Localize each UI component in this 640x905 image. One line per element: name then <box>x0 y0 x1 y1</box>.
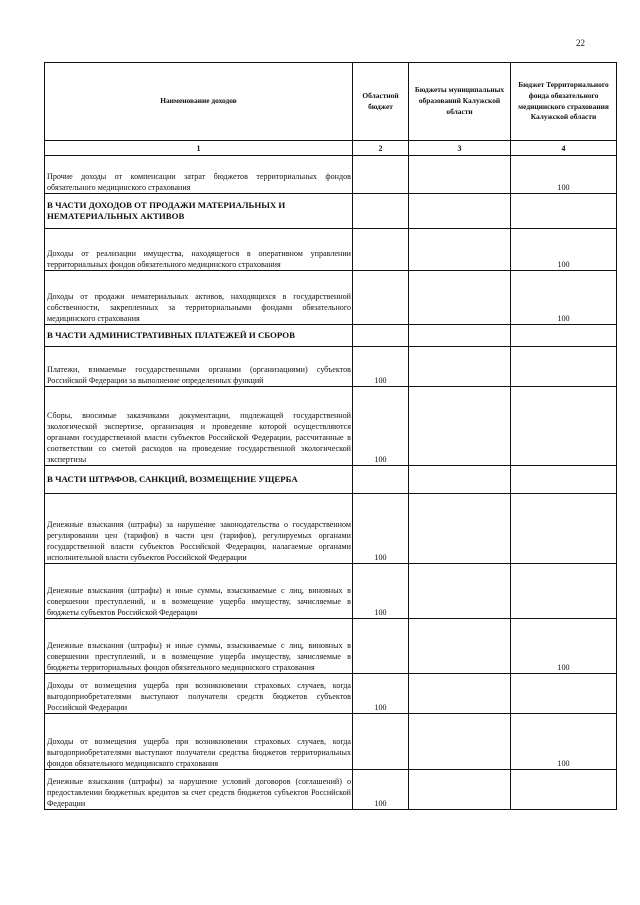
regional-value <box>353 156 409 194</box>
table-row <box>45 770 617 810</box>
header-income-name: Наименование доходов <box>45 63 353 141</box>
regional-value <box>353 271 409 325</box>
municipal-value <box>409 770 511 810</box>
fund-value: 100 <box>511 271 617 325</box>
income-name: Денежные взыскания (штрафы) за нарушение условий договоров (соглашений) о предоставлении бюджетных кредитов за счет средств бюджетов субъектов Российской Федерации <box>45 770 353 810</box>
regional-value: 100 <box>353 347 409 387</box>
income-name: Денежные взыскания (штрафы) и иные суммы, взыскиваемые с лиц, виновных в совершении преступлений, и в возмещение ущерба имуществу, зачисляемые в бюджеты территориальных фондов обязательного медицинского страхования <box>45 619 353 674</box>
municipal-value <box>409 387 511 466</box>
column-number: 3 <box>409 141 511 156</box>
income-name: Доходы от продажи нематериальных активов, находящихся в государственной собственности, закрепленных за территориальными фондами обязательного медицинского страхования <box>45 271 353 325</box>
regional-value <box>353 714 409 770</box>
municipal-value <box>409 271 511 325</box>
municipal-value <box>409 494 511 564</box>
section-row <box>45 194 617 229</box>
table-row <box>45 347 617 387</box>
revenue-allocation-table <box>44 62 617 810</box>
municipal-value <box>409 347 511 387</box>
fund-value <box>511 347 617 387</box>
section-heading: В ЧАСТИ ШТРАФОВ, САНКЦИЙ, ВОЗМЕЩЕНИЕ УЩЕРБА <box>45 466 353 494</box>
fund-value <box>511 494 617 564</box>
regional-value: 100 <box>353 387 409 466</box>
fund-value: 100 <box>511 156 617 194</box>
table-row <box>45 387 617 466</box>
header-territorial-fund-budget: Бюджет Территориального фонда обязательного медицинского страхования Калужской области <box>511 63 617 141</box>
municipal-value <box>409 714 511 770</box>
income-name: Денежные взыскания (штрафы) и иные суммы, взыскиваемые с лиц, виновных в совершении преступлений, и в возмещение ущерба имуществу, зачисляемые в бюджеты субъектов Российской Федерации <box>45 564 353 619</box>
municipal-value <box>409 229 511 271</box>
section-row <box>45 466 617 494</box>
table-row <box>45 714 617 770</box>
municipal-value <box>409 619 511 674</box>
regional-value: 100 <box>353 674 409 714</box>
municipal-value <box>409 674 511 714</box>
income-name: Доходы от возмещения ущерба при возникновении страховых случаев, когда выгодоприобретателями выступают получатели средств бюджетов субъектов Российской Федерации <box>45 674 353 714</box>
table-row <box>45 271 617 325</box>
income-name: Сборы, вносимые заказчиками документации, подлежащей государственной экологической экспертизе, организация и проведение которой осуществляются органами государственной власти субъектов Российской Федерации, рассчитанные в соответствии со сметой расходов на проведение государственной экологической экспертизы <box>45 387 353 466</box>
fund-value <box>511 674 617 714</box>
regional-value: 100 <box>353 564 409 619</box>
table-row <box>45 619 617 674</box>
municipal-value <box>409 156 511 194</box>
table-row <box>45 564 617 619</box>
section-row <box>45 325 617 347</box>
regional-value <box>353 229 409 271</box>
regional-value: 100 <box>353 494 409 564</box>
table-row <box>45 674 617 714</box>
header-regional-budget: Областной бюджет <box>353 63 409 141</box>
section-heading: В ЧАСТИ АДМИНИСТРАТИВНЫХ ПЛАТЕЖЕЙ И СБОРОВ <box>45 325 353 347</box>
page-number: 22 <box>576 38 585 48</box>
table-row <box>45 156 617 194</box>
regional-value: 100 <box>353 770 409 810</box>
fund-value: 100 <box>511 229 617 271</box>
fund-value <box>511 564 617 619</box>
municipal-value <box>409 564 511 619</box>
table-row <box>45 494 617 564</box>
header-municipal-budgets: Бюджеты муниципальных образований Калужской области <box>409 63 511 141</box>
income-name: Платежи, взимаемые государственными органами (организациями) субъектов Российской Федерации за выполнение определенных функций <box>45 347 353 387</box>
regional-value <box>353 619 409 674</box>
income-name: Доходы от реализации имущества, находящегося в оперативном управлении территориальных фондов обязательного медицинского страхования <box>45 229 353 271</box>
income-name: Прочие доходы от компенсации затрат бюджетов территориальных фондов обязательного медицинского страхования <box>45 156 353 194</box>
income-name: Денежные взыскания (штрафы) за нарушение законодательства о государственном регулировании цен (тарифов) в части цен (тарифов), регулируемых органами государственной власти субъектов Российской Федерации, налагаемые органами исполнительной власти субъектов Российской Федерации <box>45 494 353 564</box>
fund-value <box>511 770 617 810</box>
column-number: 4 <box>511 141 617 156</box>
column-number: 1 <box>45 141 353 156</box>
fund-value <box>511 387 617 466</box>
fund-value: 100 <box>511 619 617 674</box>
income-name: Доходы от возмещения ущерба при возникновении страховых случаев, когда выгодоприобретателями выступают получатели средства бюджетов территориальных фондов обязательного медицинского страхования <box>45 714 353 770</box>
section-heading: В ЧАСТИ ДОХОДОВ ОТ ПРОДАЖИ МАТЕРИАЛЬНЫХ И НЕМАТЕРИАЛЬНЫХ АКТИВОВ <box>45 194 353 229</box>
table-row <box>45 229 617 271</box>
column-number: 2 <box>353 141 409 156</box>
fund-value: 100 <box>511 714 617 770</box>
